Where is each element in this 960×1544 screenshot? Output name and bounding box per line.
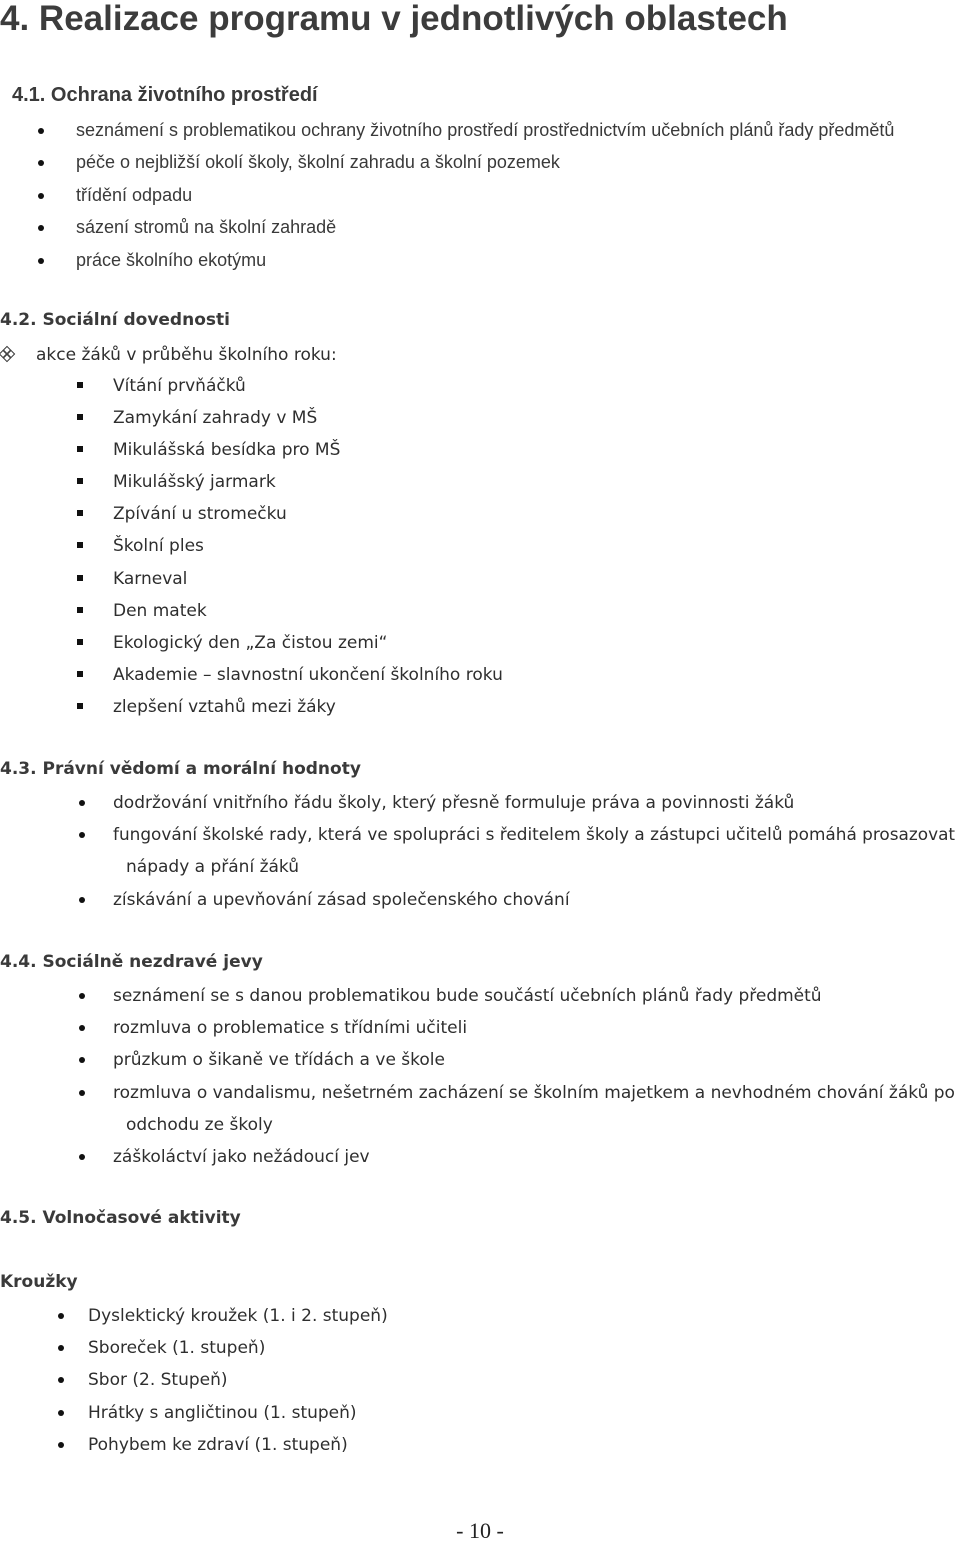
list-item (0, 1141, 955, 1173)
list-item-text: rozmluva o problematice s třídními učiteli (113, 1018, 468, 1039)
list-4-2 (0, 370, 503, 723)
list-item: třídění odpadu (0, 179, 894, 211)
bullet-dot-icon (79, 1154, 85, 1160)
page-number: - 10 - (456, 1518, 504, 1543)
bullet-dot-icon (58, 1345, 64, 1351)
list-item (0, 691, 503, 723)
bullet-dot-icon (79, 993, 85, 999)
list-item (0, 980, 955, 1012)
list-item (0, 563, 503, 595)
subheading-krouzky: Kroužky (0, 1272, 78, 1292)
square-bullet-icon (77, 542, 83, 548)
square-bullet-icon (77, 703, 83, 709)
list-item (0, 1077, 955, 1141)
list-item-text: Zamykání zahrady v MŠ (113, 408, 318, 429)
list-item-text: Sboreček (1. stupeň) (88, 1338, 266, 1359)
list-item-text: získávání a upevňování zásad společenského chování (113, 889, 570, 910)
list-item-text: fungování školské rady, která ve spolupráci s ředitelem školy a zástupci učitelů pomáhá prosazovat (113, 825, 956, 846)
list-item (0, 1364, 388, 1396)
bullet-dot-icon (79, 1025, 85, 1031)
list-item (0, 595, 503, 627)
list-item (0, 1397, 388, 1429)
list-item-text: Hrátky s angličtinou (1. stupeň) (88, 1402, 357, 1423)
list-item-text: Karneval (113, 568, 188, 589)
section-heading-4-4: 4.4. Sociálně nezdravé jevy (0, 952, 263, 972)
list-item-text: Vítání prvňáčků (113, 376, 246, 396)
list-item (0, 819, 960, 883)
list-4-1 (0, 114, 894, 276)
bullet-dot-icon (79, 897, 85, 903)
square-bullet-icon (77, 446, 83, 452)
list-item-text: Školní ples (113, 536, 204, 557)
list-item (0, 434, 503, 466)
list-item (0, 498, 503, 530)
list-item-text: průzkum o šikaně ve třídách a ve škole (113, 1050, 445, 1071)
section-heading-4-3: 4.3. Právní vědomí a morální hodnoty (0, 759, 361, 779)
list-4-3 (0, 787, 960, 916)
list-item-continuation: odchodu ze školy (126, 1114, 273, 1135)
list-item-text: Zpívání u stromečku (113, 504, 287, 525)
list-item-text: seznámení se s danou problematikou bude součástí učebních plánů řady předmětů (113, 986, 822, 1006)
square-bullet-icon (77, 478, 83, 484)
list-item (0, 1300, 388, 1332)
bullet-dot-icon (58, 1442, 64, 1448)
bullet-dot-icon (79, 800, 85, 806)
square-bullet-icon (77, 510, 83, 516)
list-item-text: záškoláctví jako nežádoucí jev (113, 1147, 370, 1168)
section-heading-4-1: 4.1. Ochrana životního prostředí (12, 84, 318, 106)
list-item-text: Mikulášský jarmark (113, 472, 276, 493)
list-item-text: dodržování vnitřního řádu školy, který přesně formuluje práva a povinnosti žáků (113, 793, 795, 813)
bullet-dot-icon (58, 1313, 64, 1319)
list-item-text: Den matek (113, 600, 207, 621)
list-item: péče o nejbližší okolí školy, školní zahradu a školní pozemek (0, 146, 894, 178)
list-item-text: Sbor (2. Stupeň) (88, 1370, 228, 1391)
square-bullet-icon (77, 575, 83, 581)
section-heading-4-2: 4.2. Sociální dovednosti (0, 310, 230, 330)
list-item-continuation: nápady a přání žáků (126, 857, 300, 878)
list-item-text: Dyslektický kroužek (1. i 2. stupeň) (88, 1306, 388, 1326)
list-item-text: rozmluva o vandalismu, nešetrném zacházení se školním majetkem a nevhodném chování žáků po (113, 1082, 955, 1103)
list-item (0, 466, 503, 498)
list-item (0, 787, 960, 819)
bullet-dot-icon (79, 832, 85, 838)
bullet-dot-icon (58, 1377, 64, 1383)
list-item: seznámení s problematikou ochrany životního prostředí prostřednictvím učebních plánů řady předmětů (0, 114, 894, 146)
list-4-4 (0, 980, 955, 1173)
list-item-text: Mikulášská besídka pro MŠ (113, 440, 341, 461)
square-bullet-icon (77, 639, 83, 645)
bullet-dot-icon (79, 1057, 85, 1063)
bullet-dot-icon (79, 1090, 85, 1096)
square-bullet-icon (77, 671, 83, 677)
page-title: 4. Realizace programu v jednotlivých oblastech (0, 0, 788, 38)
square-bullet-icon (77, 382, 83, 388)
diamond-bullet-icon (0, 347, 14, 361)
list-item: práce školního ekotýmu (0, 244, 894, 276)
bullet-dot-icon (58, 1410, 64, 1416)
list-item (0, 1044, 955, 1076)
list-item (0, 370, 503, 402)
square-bullet-icon (77, 414, 83, 420)
intro-text: akce žáků v průběhu školního roku: (36, 345, 337, 365)
list-item (0, 627, 503, 659)
list-item (0, 1012, 955, 1044)
list-item-text: Akademie – slavnostní ukončení školního roku (113, 664, 503, 685)
list-item-text: Pohybem ke zdraví (1. stupeň) (88, 1434, 348, 1455)
square-bullet-icon (77, 607, 83, 613)
section-heading-4-5: 4.5. Volnočasové aktivity (0, 1208, 241, 1228)
list-item: sázení stromů na školní zahradě (0, 211, 894, 243)
list-item-text: Ekologický den „Za čistou zemi“ (113, 632, 388, 653)
list-item (0, 1332, 388, 1364)
list-item (0, 1429, 388, 1461)
list-item-text: zlepšení vztahů mezi žáky (113, 696, 336, 717)
list-item (0, 884, 960, 916)
list-item (0, 659, 503, 691)
intro-row (0, 339, 337, 371)
list-item (0, 530, 503, 562)
list-krouzky (0, 1300, 388, 1461)
list-item (0, 402, 503, 434)
